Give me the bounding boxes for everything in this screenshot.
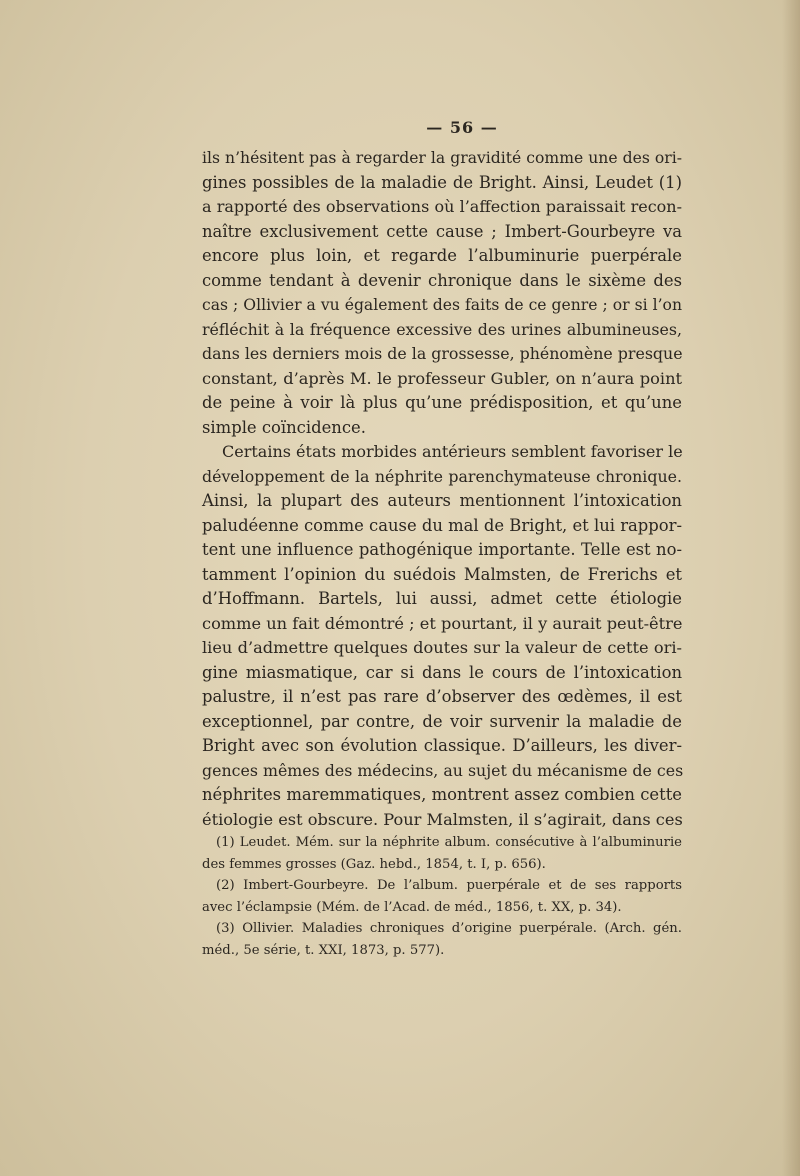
text-line: d’Hoffmann. Bartels, lui aussi, admet cette étiologie [202, 589, 682, 608]
text-line: de peine à voir là plus qu’une prédisposition, et qu’une [202, 393, 682, 412]
text-line: néphrites maremmatiques, montrent assez combien cette [202, 785, 682, 804]
text-line: Bright avec son évolution classique. D’ailleurs, les diver- [202, 736, 682, 755]
text-line: comme tendant à devenir chronique dans le sixème des [202, 270, 682, 290]
text-line: exceptionnel, par contre, de voir survenir la maladie de [202, 711, 682, 731]
text-line: gine miasmatique, car si dans le cours de l’intoxication [202, 662, 682, 682]
page-number: — 56 — [426, 118, 498, 137]
body-paragraphs [202, 146, 682, 832]
text-line: constant, d’après M. le professeur Gubler, on n’aura point [202, 368, 682, 388]
text-line: gences mêmes des médecins, au sujet du mécanisme de ces [202, 760, 684, 780]
text-line: paludéenne comme cause du mal de Bright, et lui rappor- [202, 515, 683, 535]
text-line: cas ; Ollivier a vu également des faits de ce genre ; or si l’on [202, 296, 682, 314]
text-line: a rapporté des observations où l’affection paraissait recon- [202, 197, 682, 216]
text-line: étiologie est obscure. Pour Malmsten, il s’agirait, dans ces [202, 809, 683, 829]
text-line: tent une influence pathogénique importante. Telle est no- [202, 540, 682, 559]
text-line: gines possibles de la maladie de Bright. Ainsi, Leudet (1) [202, 172, 682, 192]
text-line: comme un fait démontré ; et pourtant, il y aurait peut-être [202, 613, 683, 633]
footnote-line: (2) Imbert-Gourbeyre. De l’album. puerpérale et de ses rapports [216, 878, 682, 893]
text-line: développement de la néphrite parenchymateuse chronique. [202, 466, 682, 486]
main-text-block [202, 118, 682, 832]
page-edge-shadow [782, 0, 800, 1176]
text-line: dans les derniers mois de la grossesse, phénomène presque [202, 344, 683, 363]
footnote-line: avec l’éclampsie (Mém. de l’Acad. de méd., 1856, t. XX, p. 34). [202, 899, 622, 915]
footnote-line: (1) Leudet. Mém. sur la néphrite album. consécutive à l’albuminurie [216, 835, 682, 850]
text-line: Ainsi, la plupart des auteurs mentionnent l’intoxication [202, 491, 682, 510]
text-line: tamment l’opinion du suédois Malmsten, de Frerichs et [202, 564, 682, 584]
text-line: simple coïncidence. [202, 417, 366, 437]
footnote-line: méd., 5e série, t. XXI, 1873, p. 577). [202, 942, 445, 958]
text-line: lieu d’admettre quelques doutes sur la valeur de cette ori- [202, 638, 682, 657]
footnote-line: (3) Ollivier. Maladies chroniques d’origine puerpérale. (Arch. gén. [216, 921, 682, 936]
text-line: réfléchit à la fréquence excessive des urines albumineuses, [202, 319, 682, 339]
text-line: Certains états morbides antérieurs semblent favoriser le [222, 442, 683, 461]
footnote-line: des femmes grosses (Gaz. hebd., 1854, t. I, p. 656). [202, 856, 546, 872]
text-line: encore plus loin, et regarde l’albuminurie puerpérale [202, 246, 682, 265]
text-line: naître exclusivement cette cause ; Imbert-Gourbeyre va [202, 221, 682, 241]
text-line: palustre, il n’est pas rare d’observer des œdèmes, il est [202, 687, 682, 706]
footnotes [202, 832, 682, 961]
text-line: ils n’hésitent pas à regarder la gravidité comme une des ori- [202, 149, 682, 167]
